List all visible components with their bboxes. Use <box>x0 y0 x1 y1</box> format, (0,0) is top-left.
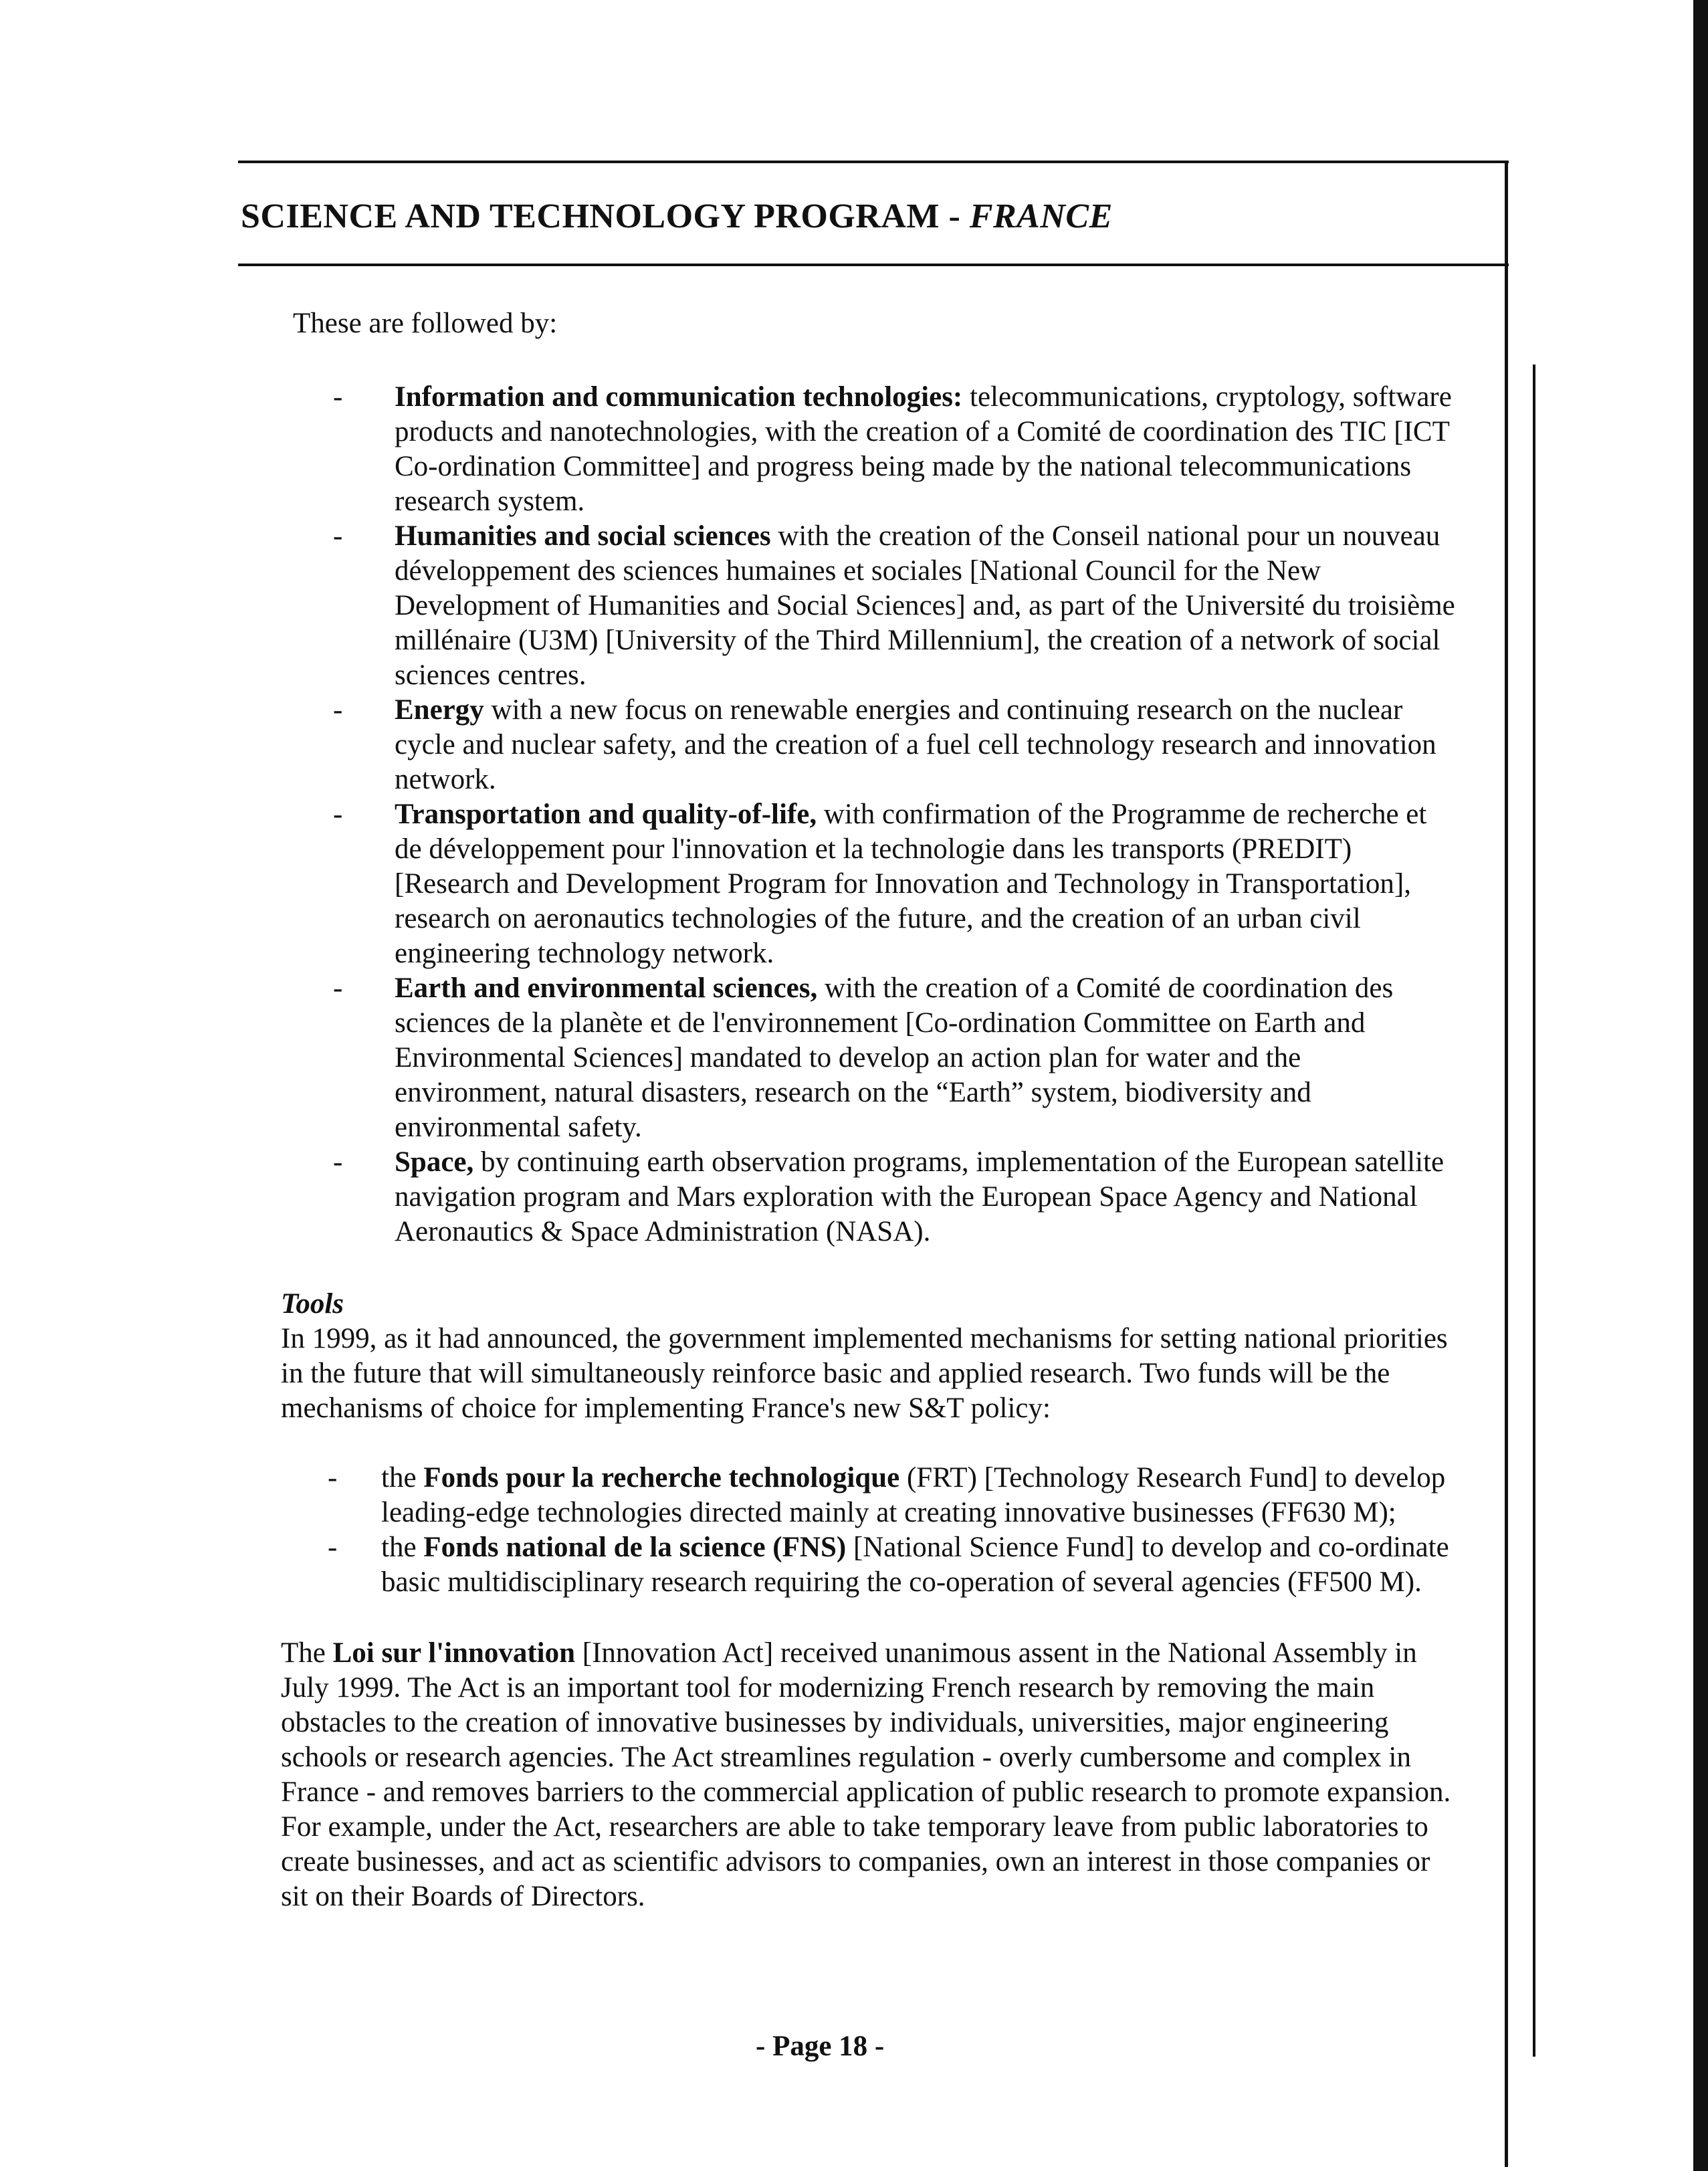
list-item-term: Information and communication technologies: <box>395 381 963 413</box>
header-rule-top <box>238 161 1509 163</box>
tools-section <box>281 1287 1458 1600</box>
innovation-pre: The <box>281 1637 333 1669</box>
document-body <box>281 306 1458 1914</box>
frame-right-rule <box>1505 161 1508 2167</box>
list-item <box>281 380 1458 519</box>
list-item <box>281 519 1458 693</box>
list-item <box>281 1461 1458 1530</box>
list-item-term: Transportation and quality-of-life, <box>395 799 817 830</box>
list-item-term: Humanities and social sciences <box>395 520 771 552</box>
list-item-term: Earth and environmental sciences, <box>395 972 818 1004</box>
innovation-text: [Innovation Act] received unanimous assent in the National Assembly in July 1999. The Act is an important tool for modernizing French research by removing the main obstacles to the creation of innovative businesses by individuals, universities, major engineering schools or research agencies. The Act streamlines regulation - overly cumbersome and complex in France - and removes barriers to the commercial application of public research to promote expansion. For example, under the Act, researchers are able to take temporary leave from public laboratories to create businesses, and act as scientific advisors to companies, own an interest in those companies or sit on their Boards of Directors. <box>281 1637 1451 1912</box>
tools-paragraph: In 1999, as it had announced, the government implemented mechanisms for setting national priorities in the future that will simultaneously reinforce basic and applied research. Two funds will be the mechanisms of choice for implementing France's new S&T policy: <box>281 1323 1448 1424</box>
list-item <box>281 1530 1458 1600</box>
list-item-text: with the creation of the Conseil national pour un nouveau développement des sciences humaines et sociales [National Council for the New Development of Humanities and Social Sciences] and, as part of the Université du troisième millénaire (U3M) [University of the Third Millennium], the creation of a network of social sciences centres. <box>395 520 1455 691</box>
list-item-term: Energy <box>395 694 484 726</box>
page-number: - Page 18 - <box>756 2031 885 2062</box>
list-item-text: telecommunications, cryptology, software products and nanotechnologies, with the creation of a Comité de coordination des TIC [ICT Co-ordination Committee] and progress being made by the national telecommunications research system. <box>395 381 1452 517</box>
innovation-paragraph <box>281 1636 1458 1914</box>
fund-pre: the <box>381 1532 424 1563</box>
fund-term: Fonds national de la science (FNS) <box>423 1532 847 1563</box>
intro-text: These are followed by: <box>293 308 558 339</box>
revision-margin-bar <box>1533 365 1535 2057</box>
list-item <box>281 797 1458 971</box>
list-item <box>281 693 1458 797</box>
fund-term: Fonds pour la recherche technologique <box>423 1462 900 1493</box>
list-item-text: by continuing earth observation programs, implementation of the European satellite navigation program and Mars exploration with the European Space Agency and National Aeronautics & Space Administration (NASA). <box>395 1146 1445 1247</box>
page-title <box>241 197 1113 236</box>
list-item-text: with confirmation of the Programme de recherche et de développement pour l'innovation et la technologie dans les transports (PREDIT) [Research and Development Program for Innovation and Technology in Transportation], research on aeronautics technologies of the future, and the creation of an urban civil engineering technology network. <box>395 799 1427 969</box>
list-item-term: Space, <box>395 1146 474 1178</box>
header-rule-bottom <box>238 264 1509 266</box>
priority-list <box>281 380 1458 1249</box>
funds-list <box>281 1461 1458 1600</box>
fund-text: (FRT) [Technology Research Fund] to develop leading-edge technologies directed mainly at creating innovative businesses (FF630 M); <box>381 1462 1446 1528</box>
tools-heading: Tools <box>281 1288 344 1320</box>
list-item-text: with a new focus on renewable energies and continuing research on the nuclear cycle and nuclear safety, and the creation of a fuel cell technology research and innovation network. <box>395 694 1436 795</box>
list-item <box>281 971 1458 1145</box>
innovation-term: Loi sur l'innovation <box>332 1637 576 1669</box>
title-country: FRANCE <box>969 197 1113 235</box>
fund-text: [National Science Fund] to develop and co-ordinate basic multidisciplinary research requiring the co-operation of several agencies (FF500 M). <box>381 1532 1449 1598</box>
list-item <box>281 1145 1458 1249</box>
fund-pre: the <box>381 1462 424 1493</box>
title-text: SCIENCE AND TECHNOLOGY PROGRAM - <box>241 197 970 235</box>
list-item-text: with the creation of a Comité de coordination des sciences de la planète et de l'environnement [Co-ordination Committee on Earth and Environmental Sciences] mandated to develop an action plan for water and the environment, natural disasters, research on the “Earth” system, biodiversity and environmental safety. <box>395 972 1394 1143</box>
scan-edge-bar <box>1693 0 1708 2171</box>
